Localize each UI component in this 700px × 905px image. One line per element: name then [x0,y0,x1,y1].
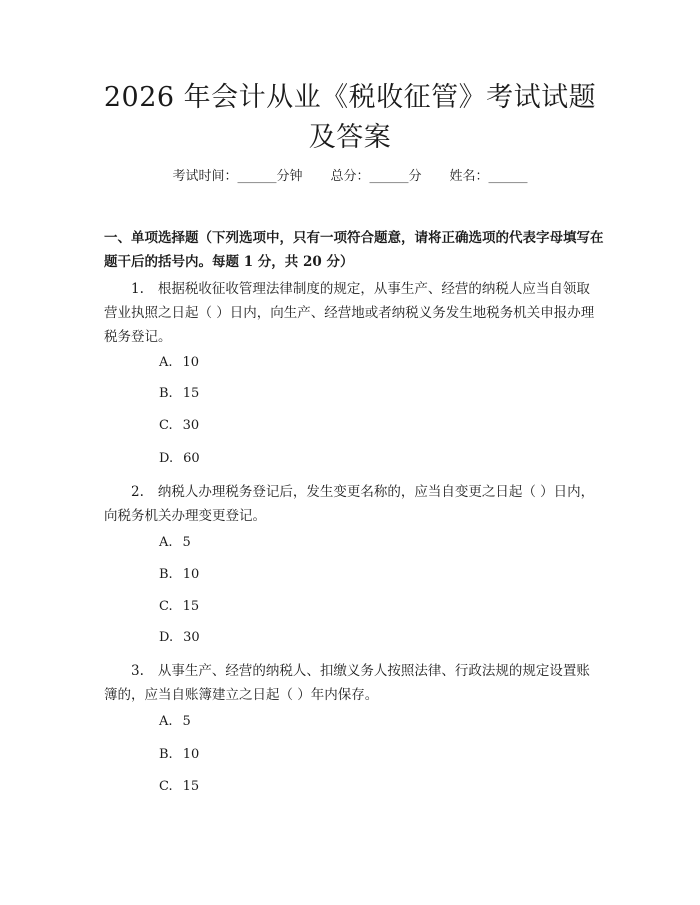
option-letter: B. [159,386,173,401]
question-3-option-b [159,745,199,765]
name-field: 姓名：______ [449,169,528,184]
question-3-option-a [159,712,191,732]
question-text: 根据税收征收管理法律制度的规定，从事生产、经营的纳税人应当自领取营业执照之日起（ ）日内，向生产、经营地或者纳税义务发生地税务机关申报办理税务登记。 [104,281,595,345]
option-letter: A. [159,535,173,550]
question-1-option-d [159,449,200,469]
option-letter: C. [159,418,173,433]
option-letter: B. [159,747,173,762]
option-letter: B. [159,567,173,582]
option-text: 10 [182,567,200,582]
option-letter: C. [159,779,173,794]
option-letter: A. [159,714,173,729]
question-text: 纳税人办理税务登记后，发生变更名称的，应当自变更之日起（ ）日内，向税务机关办理变更登记。 [104,484,595,524]
question-2-option-a [159,533,191,553]
option-text: 30 [182,418,200,433]
exam-time-field: 考试时间：______分钟 [172,169,303,184]
question-1-option-a [159,353,199,373]
question-number: 3. [131,663,144,679]
section-heading: 一、单项选择题（下列选项中，只有一项符合题意，请将正确选项的代表字母填写在题干后的括号内。每题 1 分，共 20 分） [104,230,604,270]
option-text: 15 [182,386,200,401]
question-1-option-b [159,384,199,404]
option-letter: D. [159,451,174,466]
option-text: 60 [183,451,200,466]
option-letter: D. [159,630,174,645]
option-text: 5 [182,535,191,550]
question-1 [104,277,602,349]
question-number: 2. [131,484,144,500]
question-text: 从事生产、经营的纳税人、扣缴义务人按照法律、行政法规的规定设置账簿的，应当自账簿建立之日起（ ）年内保存。 [104,663,590,703]
option-text: 10 [182,747,200,762]
option-letter: A. [159,355,173,370]
document-title: 2026 年会计从业《税收征管》考试试题及答案 [103,82,597,153]
question-3-option-c [159,777,199,797]
total-score-field: 总分：______分 [330,169,422,184]
option-text: 10 [182,355,200,370]
question-3 [104,659,602,707]
question-2-option-d [159,628,200,648]
option-text: 30 [183,630,200,645]
question-1-option-c [159,416,199,436]
exam-meta-line [0,166,700,188]
question-2 [104,480,602,528]
option-text: 15 [182,599,200,614]
option-text: 15 [182,779,200,794]
question-2-option-c [159,597,199,617]
option-letter: C. [159,599,173,614]
option-text: 5 [182,714,191,729]
question-number: 1. [131,281,144,297]
question-2-option-b [159,565,199,585]
